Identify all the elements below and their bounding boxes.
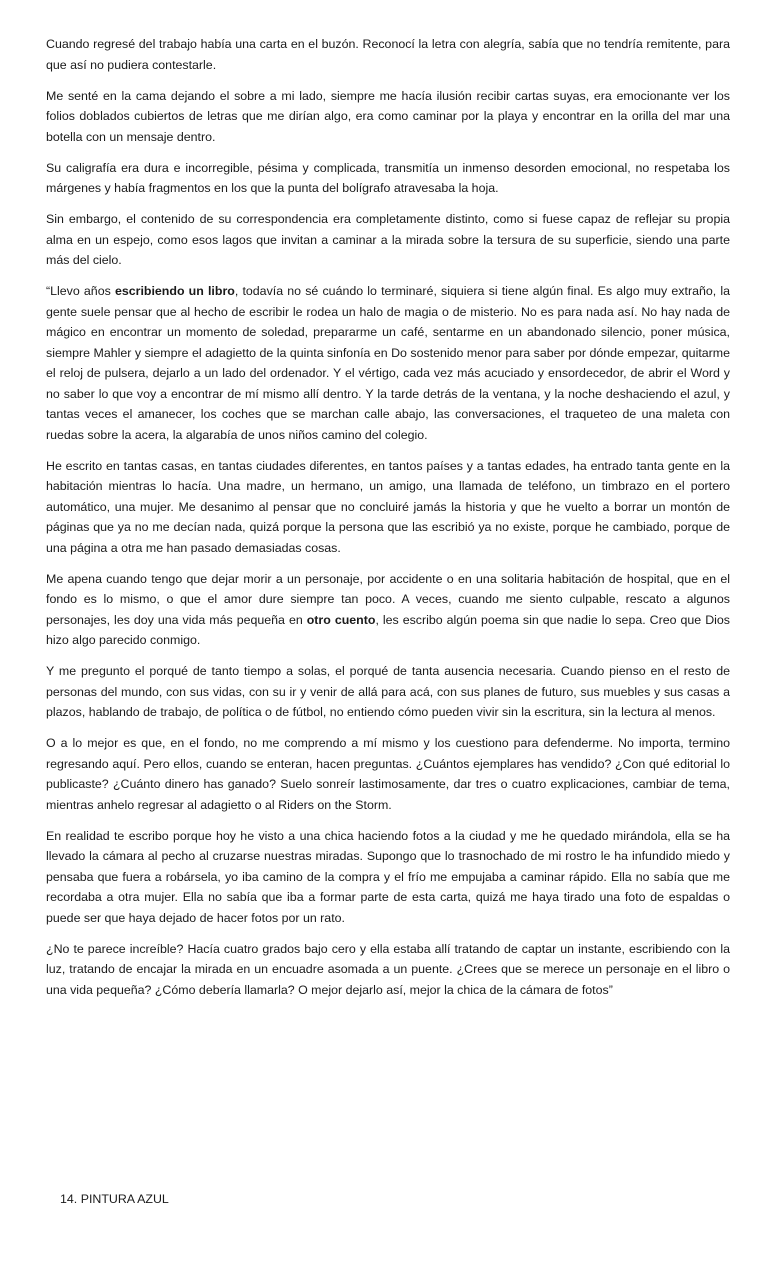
paragraph [46,34,730,75]
text-run: , les escribo algún poema sin que nadie lo sepa. Creo que Dios hizo algo parecido conmigo. [46,612,730,647]
text-run: Cuando regresé del trabajo había una carta en el buzón. Reconocí la letra con alegría, sabía que no tendría remitente, para que así no pudiera contestarle. [46,37,730,72]
paragraph [46,826,730,929]
paragraph [46,939,730,1001]
paragraph [46,281,730,445]
text-run: He escrito en tantas casas, en tantas ciudades diferentes, en tantos países y a tantas edades, ha entrado tanta gente en la habitación mientras lo hacía. Una madre, un hermano, un amigo, una llamada de teléfono, un timbrazo en el portero automático, una mujer. Me desanimo al pensar que no concluiré jamás la historia y que he vuelto a borrar un montón de páginas que ya no me decían nada, quizá porque la persona que las escribió ya no existe, porque he cambiado, porque de una página a otra me han pasado demasiadas cosas. [46,458,730,555]
paragraph [46,733,730,815]
page-body [46,34,730,1011]
bold-phrase: otro cuento [306,612,376,627]
text-run: ¿No te parece increíble? Hacía cuatro grados bajo cero y ella estaba allí tratando de captar un instante, escribiendo con la luz, tratando de encajar la mirada en un encuadre asomada a un puente. ¿Crees que se merece un personaje en el libro o una vida pequeña? ¿Cómo debería llamarla? O mejor dejarlo así, mejor la chica de la cámara de fotos” [46,941,730,997]
text-run: Su caligrafía era dura e incorregible, pésima y complicada, transmitía un inmenso desorden emocional, no respetaba los márgenes y había fragmentos en los que la punta del bolígrafo atravesaba la hoja. [46,160,730,195]
text-run: , todavía no sé cuándo lo terminaré, siquiera si tiene algún final. Es algo muy extraño, la gente suele pensar que al hecho de escribir le rodea un halo de magia o de misterio. No es para nada así. No hay nada de mágico en encontrar un momento de soledad, prepararme un café, sentarme en un abandonado silencio, poner música, siempre Mahler y siempre el adagietto de la quinta sinfonía en Do sostenido menor para saber por dónde empezar, quitarme el reloj de pulsera, dejarlo a un lado del ordenador. Y el vértigo, cada vez más acuciado y ensordecedor, de abrir el Word y no saber lo que voy a encontrar de mí mismo allí dentro. Y la tarde detrás de la ventana, y la noche deshaciendo el azul, y tantas veces el amanecer, los coches que se marchan calle abajo, las conversaciones, el traqueteo de una maleta con ruedas sobre la acera, la algarabía de unos niños camino del colegio. [46,284,730,442]
running-title: PINTURA AZUL [80,1192,169,1206]
paragraph [46,456,730,559]
text-run: Me senté en la cama dejando el sobre a mi lado, siempre me hacía ilusión recibir cartas suyas, era emocionante ver los folios doblados cubiertos de letras que me dirían algo, era como caminar por la playa y encontrar en la orilla del mar una botella con un mensaje dentro. [46,88,730,144]
bold-phrase: escribiendo un libro [114,284,235,298]
text-run: En realidad te escribo porque hoy he visto a una chica haciendo fotos a la ciudad y me he quedado mirándola, ella se ha llevado la cámara al pecho al cruzarse nuestras miradas. Supongo que lo trasnochado de mi rostro le ha infundido miedo y pensaba que fuera a robársela, yo iba camino de la compra y el frío me empujaba a caminar rápido. Ella no sabía que me recordaba a otra mujer. Ella no sabía que iba a formar parte de esta carta, quizá me haya tirado una foto de espaldas o puede ser que haya dejado de hacer fotos por un rato. [46,828,730,925]
page-number: 14. [60,1192,78,1206]
paragraph [46,569,730,651]
text-run: O a lo mejor es que, en el fondo, no me comprendo a mí mismo y los cuestiono para defenderme. No importa, termino regresando aquí. Pero ellos, cuando se enteran, hacen preguntas. ¿Cuántos ejemplares has vendido? ¿Con qué editorial lo publicaste? ¿Cuánto dinero has ganado? Suelo sonreír lastimosamente, dar tres o cuatro explicaciones, cambiar de tema, mientras anhelo regresar al adagietto o al Riders on the Storm. [46,736,730,812]
text-run: Me apena cuando tengo que dejar morir a un personaje, por accidente o en una solitaria habitación de hospital, que en el fondo es lo mismo, o que el amor dure siempre tan poco. A veces, cuando me siento culpable, rescato a algunos personajes, les doy una vida más pequeña en [46,571,730,627]
paragraph [46,661,730,723]
paragraph [46,209,730,271]
paragraph [46,158,730,199]
text-run: Sin embargo, el contenido de su correspondencia era completamente distinto, como si fuese capaz de reflejar su propia alma en un espejo, como esos lagos que invitan a caminar a la mirada sobre la tersura de su superficie, siendo una parte más del cielo. [46,212,730,267]
page-footer [60,1189,169,1209]
paragraph [46,86,730,148]
text-run: Y me pregunto el porqué de tanto tiempo a solas, el porqué de tanta ausencia necesaria. Cuando pienso en el resto de personas del mundo, con sus vidas, con su ir y venir de allá para acá, con sus planes de futuro, sus muebles y sus casas a plazos, hablando de trabajo, de política o de fútbol, no entiendo cómo pueden vivir sin la escritura, sin la lectura al menos. [46,664,730,719]
text-run: “Llevo años [46,284,115,298]
